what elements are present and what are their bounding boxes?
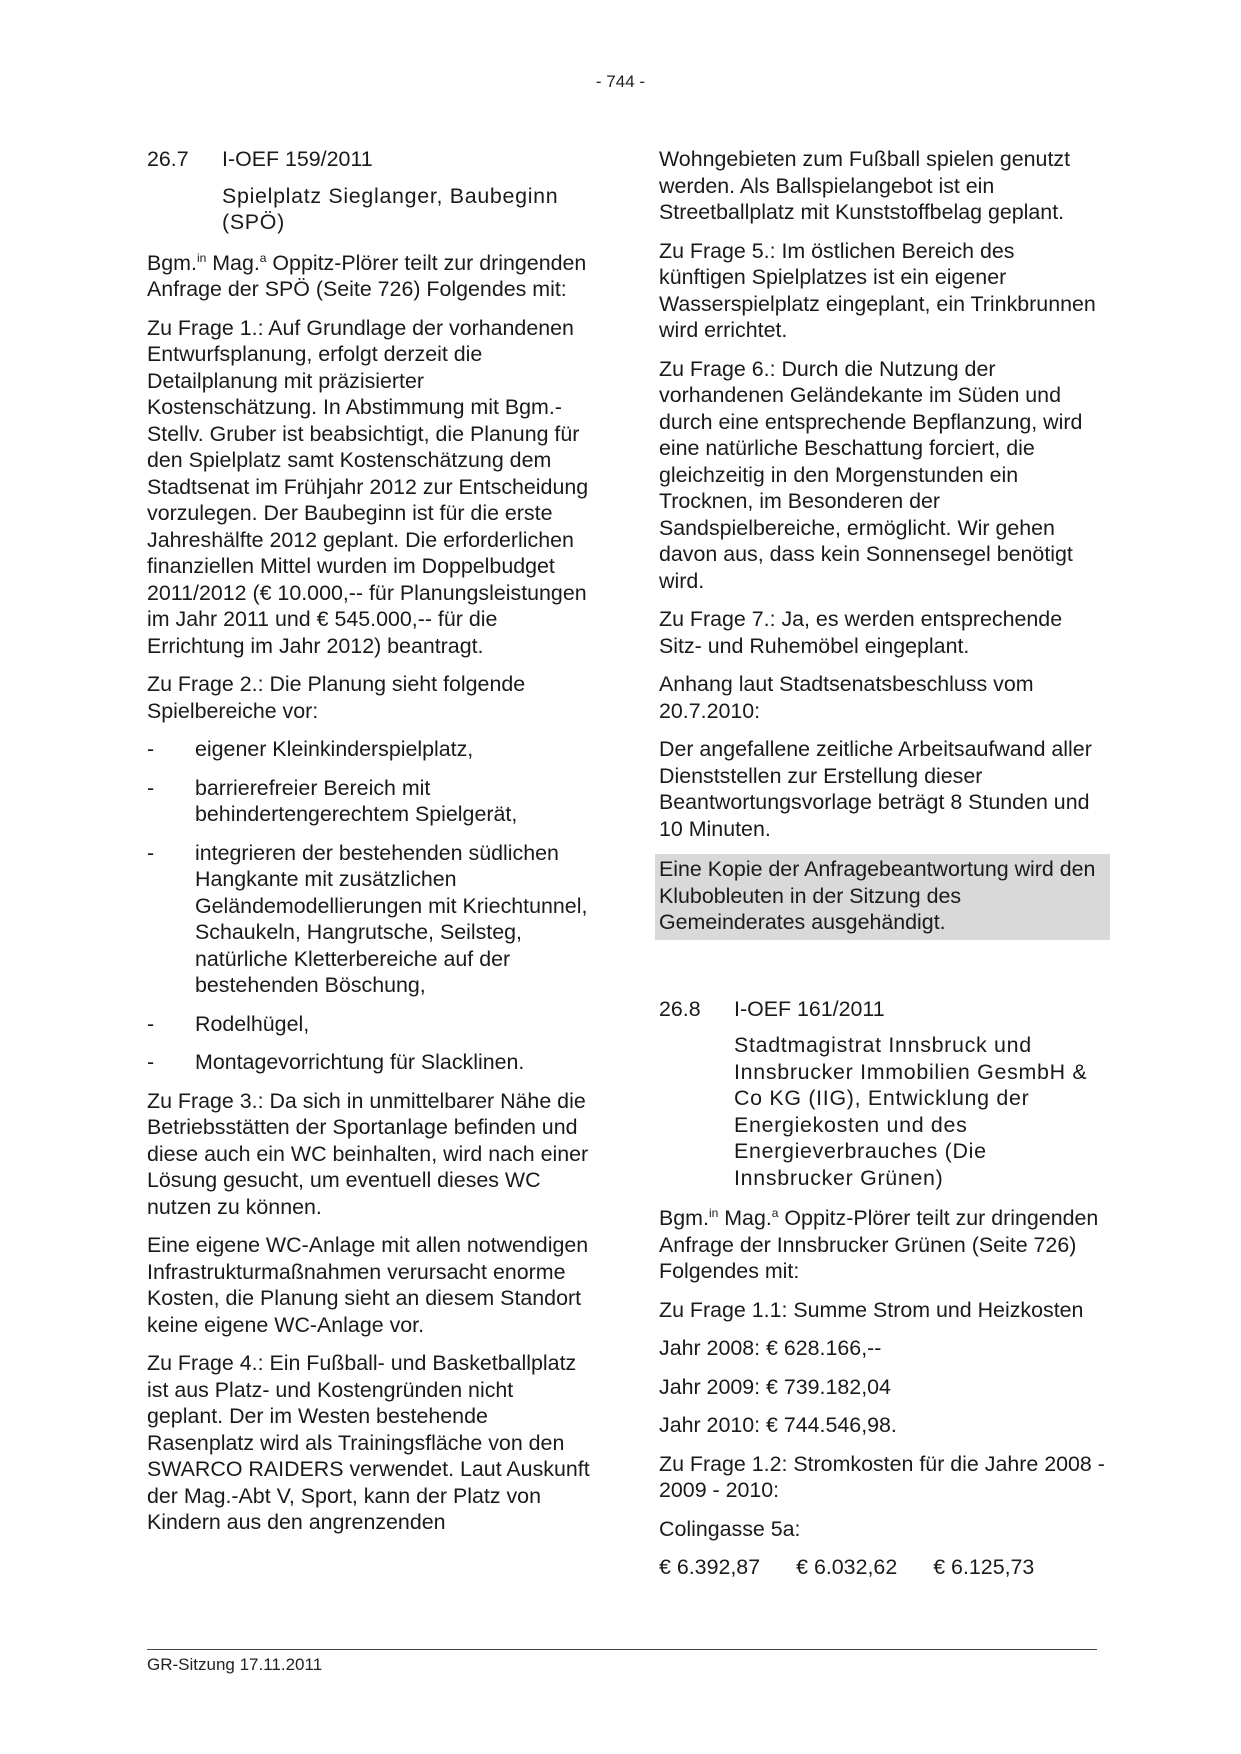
anhang-paragraph: Anhang laut Stadtsenatsbeschluss vom 20.7.2010: [659,672,1034,723]
item-heading-26-7 [147,146,594,173]
amount-2010: € 6.125,73 [933,1555,1035,1579]
item-number: 26.8 [659,996,701,1021]
frage-7-paragraph: Zu Frage 7.: Ja, es werden entsprechende Sitz- und Ruhemöbel eingeplant. [659,607,1063,658]
intro-rest: Oppitz-Plörer teilt zur dringenden Anfrage der Innsbrucker Grünen (Seite 726) Folgendes mit: [659,1206,1099,1283]
frage-6-paragraph: Zu Frage 6.: Durch die Nutzung der vorhandenen Geländekante im Süden und durch eine entsprechende Bepflanzung, wird eine natürliche Beschattung forciert, die gleichzeitig in den Morgenstunden ein Trocknen, im Besonderen der Sandspielbereiche, ermöglicht. Wir gehen davon aus, dass kein Sonnensegel benötigt wird. [659,356,1083,593]
jahr-2010: Jahr 2010: € 744.546,98. [659,1413,897,1437]
left-column [147,146,594,1548]
kopie-paragraph: Eine Kopie der Anfragebeantwortung wird den Klubobleuten in der Sitzung des Gemeinderates ausgehändigt. [659,857,1096,934]
frage-2-paragraph: Zu Frage 2.: Die Planung sieht folgende Spielbereiche vor: [147,672,526,723]
amount-2008: € 6.392,87 [659,1555,761,1579]
item-code: I-OEF 159/2011 [222,147,373,171]
wc-paragraph: Eine eigene WC-Anlage mit allen notwendigen Infrastrukturmaßnahmen verursacht enorme Kosten, die Planung sieht an diesem Standort keine eigene WC-Anlage vor. [147,1233,589,1337]
frage-1-2-paragraph: Zu Frage 1.2: Stromkosten für die Jahre 2008 - 2009 - 2010: [659,1451,1105,1502]
jahr-2009: Jahr 2009: € 739.182,04 [659,1374,891,1399]
intro-mag: Mag. [206,250,260,275]
frage-3-paragraph: Zu Frage 3.: Da sich in unmittelbarer Nähe die Betriebsstätten der Sportanlage befinden und diese auch ein WC beinhalten, wird nach einer Lösung gesucht, um eventuell dieses WC nutzen zu können. [147,1088,589,1219]
page-number: - 744 - [595,72,646,91]
frage-4-paragraph: Zu Frage 4.: Ein Fußball- und Basketballplatz ist aus Platz- und Kostengründen nicht geplant. Der im Westen bestehende Rasenplatz wird als Trainingsfläche von den SWARCO RAIDERS verwendet. Laut Auskunft der Mag.-Abt V, Sport, kann der Platz von Kindern aus den angrenzenden [147,1351,590,1534]
intro-mag: Mag. [718,1206,772,1230]
sup-in: in [708,1205,719,1220]
sup-a: a [259,250,267,265]
intro-bgm: Bgm. [147,250,197,275]
kopie-highlight-box [655,854,1110,940]
frage-4-continued: Wohngebieten zum Fußball spielen genutzt werden. Als Ballspielangebot ist ein Streetballplatz mit Kunststoffbelag geplant. [659,147,1071,224]
frage-5-paragraph: Zu Frage 5.: Im östlichen Bereich des künftigen Spielplatzes ist ein eigener Wasserspielplatz eingeplant, ein Trinkbrunnen wird errichtet. [659,238,1096,342]
list-item: - barrierefreier Bereich mit behindertengerechtem Spielgerät, [147,775,518,826]
intro-bgm: Bgm. [659,1206,709,1230]
jahr-2008: Jahr 2008: € 628.166,-- [659,1336,882,1360]
spielbereiche-list [147,736,594,1076]
list-item: - eigener Kleinkinderspielplatz, [147,737,474,761]
amount-2009: € 6.032,62 [796,1555,898,1579]
item-heading-26-8 [659,996,1106,1023]
colingasse-amounts [659,1554,1106,1581]
intro-paragraph [147,250,594,303]
sup-in: in [196,250,207,265]
frage-1-paragraph: Zu Frage 1.: Auf Grundlage der vorhandenen Entwurfsplanung, erfolgt derzeit die Detailplanung mit präzisierter Kostenschätzung. In Abstimmung mit Bgm.-Stellv. Gruber ist beabsichtigt, die Planung für den Spielplatz samt Kostenschätzung dem Stadtsenat im Frühjahr 2012 zur Entscheidung vorzulegen. Der Baubeginn ist für die erste Jahreshälfte 2012 geplant. Die erforderlichen finanziellen Mittel wurden im Doppelbudget 2011/2012 (€ 10.000,-- für Planungsleistungen im Jahr 2011 und € 545.000,-- für die Errichtung im Jahr 2012) beantragt. [147,315,589,658]
frage-1-1-paragraph: Zu Frage 1.1: Summe Strom und Heizkosten [659,1297,1084,1322]
item-code: I-OEF 161/2011 [734,996,885,1021]
colingasse-label: Colingasse 5a: [659,1516,801,1541]
item-title-line1: Spielplatz Sieglanger, Baubeginn [222,183,559,208]
right-column [659,146,1106,1581]
intro-paragraph [659,1205,1106,1285]
list-item: - Montagevorrichtung für Slacklinen. [147,1050,525,1074]
item-title: Stadtmagistrat Innsbruck und Innsbrucker Immobilien GesmbH & Co KG (IIG), Entwicklung der Energiekosten und des Energieverbrauches (Die Innsbrucker Grünen) [734,1033,1088,1190]
footer-session: GR-Sitzung 17.11.2011 [147,1655,323,1674]
intro-rest: Oppitz-Plörer teilt zur dringenden Anfrage der SPÖ (Seite 726) Folgendes mit: [147,250,587,301]
aufwand-paragraph: Der angefallene zeitliche Arbeitsaufwand aller Dienststellen zur Erstellung dieser Beantwortungsvorlage beträgt 8 Stunden und 10 Minuten. [659,737,1092,841]
list-item: - Rodelhügel, [147,1011,310,1036]
item-number: 26.7 [147,147,189,171]
footer-divider [147,1649,1097,1650]
item-title [222,183,594,236]
item-title-line2: (SPÖ) [222,210,285,234]
list-item: - integrieren der bestehenden südlichen Hangkante mit zusätzlichen Geländemodellierungen mit Kriechtunnel, Schaukeln, Hangrutsche, Seilsteg, natürliche Kletterbereiche auf der bestehenden Böschung, [147,840,588,997]
sup-a: a [771,1205,779,1220]
